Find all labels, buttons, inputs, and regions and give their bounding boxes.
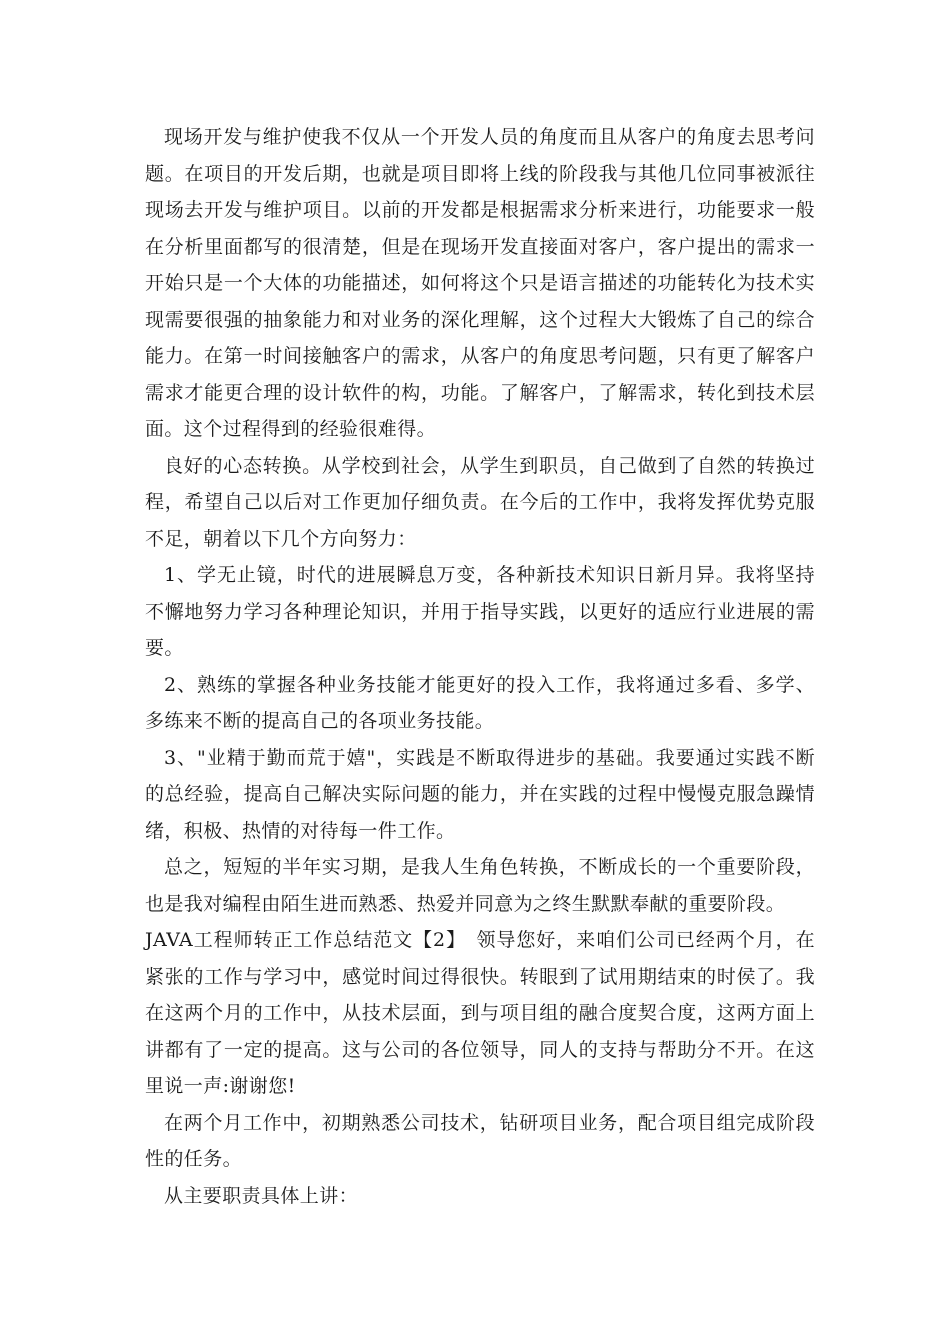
paragraph-mindset-change: 良好的心态转换。从学校到社会，从学生到职员，自己做到了自然的转换过程，希望自己以后对工作更加仔细负责。在今后的工作中，我将发挥优势克服不足，朝着以下几个方向努力： xyxy=(145,454,815,550)
paragraph-section-2-title: JAVA工程师转正工作总结范文【2】 领导您好，来咱们公司已经两个月，在紧张的工作与学习中，感觉时间过得很快。转眼到了试用期结束的时侯了。我在这两个月的工作中，从技术层面，到与项目组的融合度契合度，这两方面上讲都有了一定的提高。这与公司的各位领导，同人的支持与帮助分不开。在这里说一声:谢谢您! xyxy=(145,929,815,1097)
paragraph-two-months-work: 在两个月工作中，初期熟悉公司技术，钻研项目业务，配合项目组完成阶段性的任务。 xyxy=(145,1111,815,1170)
paragraph-goal-1: 1、学无止镜，时代的进展瞬息万变，各种新技术知识日新月异。我将坚持不懈地努力学习各种理论知识，并用于指导实践，以更好的适应行业进展的需要。 xyxy=(145,564,815,659)
paragraph-main-duties: 从主要职责具体上讲： xyxy=(164,1184,359,1207)
paragraph-summary: 总之，短短的半年实习期，是我人生角色转换，不断成长的一个重要阶段，也是我对编程由陌生进而熟悉、热爱并同意为之终生默默奉献的重要阶段。 xyxy=(145,856,815,915)
paragraph-onsite-development: 现场开发与维护使我不仅从一个开发人员的角度而且从客户的角度去思考问题。在项目的开发后期，也就是项目即将上线的阶段我与其他几位同事被派往现场去开发与维护项目。以前的开发都是根据需求分析来进行，功能要求一般在分析里面都写的很清楚，但是在现场开发直接面对客户，客户提出的需求一开始只是一个大体的功能描述，如何将这个只是语言描述的功能转化为技术实现需要很强的抽象能力和对业务的深化理解，这个过程大大锻炼了自己的综合能力。在第一时间接触客户的需求，从客户的角度思考问题，只有更了解客户需求才能更合理的设计软件的构，功能。了解客户，了解需求，转化到技术层面。这个过程得到的经验很难得。 xyxy=(145,126,815,440)
document-body xyxy=(145,119,815,1214)
paragraph-goal-3: 3、"业精于勤而荒于嬉"，实践是不断取得进步的基础。我要通过实践不断的总经验，提高自己解决实际问题的能力，并在实践的过程中慢慢克服急躁情绪，积极、热情的对待每一件工作。 xyxy=(145,746,815,842)
paragraph-goal-2: 2、熟练的掌握各种业务技能才能更好的投入工作，我将通过多看、多学、多练来不断的提高自己的各项业务技能。 xyxy=(145,673,815,732)
